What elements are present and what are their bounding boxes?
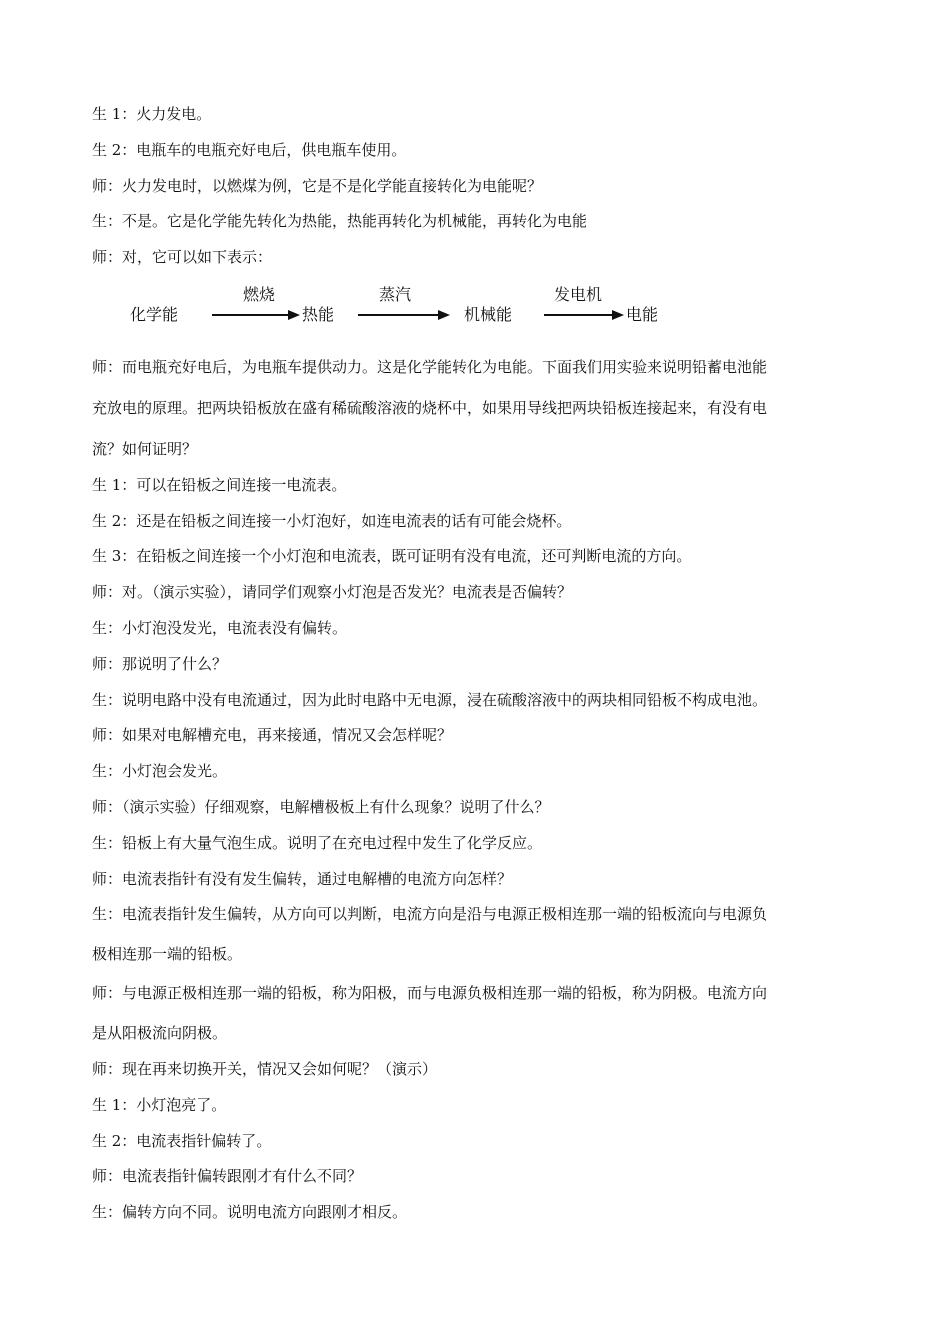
energy-conversion-diagram [130,280,690,330]
arrow-icon [544,309,624,321]
dialogue-line: 师：电流表指针偏转跟刚才有什么不同？ [92,1167,363,1185]
dialogue-line: 生 2：还是在铅板之间连接一小灯泡好，如连电流表的话有可能会烧杯。 [92,512,572,530]
dialogue-line: 生：不是。它是化学能先转化为热能，热能再转化为机械能，再转化为电能 [92,212,588,230]
dialogue-line: 师：与电源正极相连那一端的铅板，称为阳极，而与电源负极相连那一端的铅板，称为阴极。电流方向 [92,984,768,1002]
dialogue-line: 生 1：小灯泡亮了。 [92,1096,227,1114]
dialogue-line: 师：而电瓶充好电后，为电瓶车提供动力。这是化学能转化为电能。下面我们用实验来说明铅蓄电池能 [92,358,768,376]
dialogue-line: 生 1：可以在铅板之间连接一电流表。 [92,476,347,494]
node-electric-energy: 电能 [626,305,659,324]
dialogue-line: 生：偏转方向不同。说明电流方向跟刚才相反。 [92,1203,408,1221]
dialogue-line: 生：小灯泡会发光。 [92,762,228,780]
dialogue-line: 师：如果对电解槽充电，再来接通，情况又会怎样呢？ [92,726,453,744]
dialogue-line: 是从阳极流向阴极。 [92,1024,228,1042]
arrow-icon [358,309,450,321]
dialogue-line: 生：电流表指针发生偏转，从方向可以判断，电流方向是沿与电源正极相连那一端的铅板流向与电源负 [92,905,768,923]
dialogue-line: 生 2：电流表指针偏转了。 [92,1132,272,1150]
dialogue-line: 师：现在再来切换开关，情况又会如何呢？（演示） [92,1060,438,1078]
dialogue-line: 师：对，它可以如下表示： [92,248,273,266]
dialogue-line: 极相连那一端的铅板。 [92,945,243,963]
node-heat-energy: 热能 [302,305,335,324]
dialogue-line: 生 1：火力发电。 [92,105,212,123]
dialogue-line: 师：电流表指针有没有发生偏转，通过电解槽的电流方向怎样？ [92,870,513,888]
dialogue-line: 生 2：电瓶车的电瓶充好电后，供电瓶车使用。 [92,141,407,159]
arrow-icon [212,309,300,321]
dialogue-line: 生 3：在铅板之间连接一个小灯泡和电流表，既可证明有没有电流，还可判断电流的方向。 [92,547,692,565]
dialogue-line: 生：小灯泡没发光，电流表没有偏转。 [92,619,348,637]
dialogue-line: 生：说明电路中没有电流通过，因为此时电路中无电源，浸在硫酸溶液中的两块相同铅板不构成电池。 [92,691,768,709]
arrow-label-steam: 蒸汽 [379,285,412,304]
arrow-label-burning: 燃烧 [243,285,276,304]
dialogue-line: 充放电的原理。把两块铅板放在盛有稀硫酸溶液的烧杯中，如果用导线把两块铅板连接起来，有没有电 [92,399,768,417]
arrow-label-generator: 发电机 [554,285,603,304]
dialogue-line: 师：那说明了什么？ [92,655,228,673]
dialogue-line: 生：铅板上有大量气泡生成。说明了在充电过程中发生了化学反应。 [92,834,543,852]
node-mechanical-energy: 机械能 [464,305,513,324]
dialogue-line: 师：（演示实验）仔细观察，电解槽极板上有什么现象？说明了什么？ [92,798,550,816]
node-chemical-energy: 化学能 [130,305,179,324]
dialogue-line: 师：对。（演示实验），请同学们观察小灯泡是否发光？电流表是否偏转？ [92,583,573,601]
dialogue-line: 流？如何证明？ [92,440,198,458]
dialogue-line: 师：火力发电时，以燃煤为例，它是不是化学能直接转化为电能呢？ [92,177,543,195]
